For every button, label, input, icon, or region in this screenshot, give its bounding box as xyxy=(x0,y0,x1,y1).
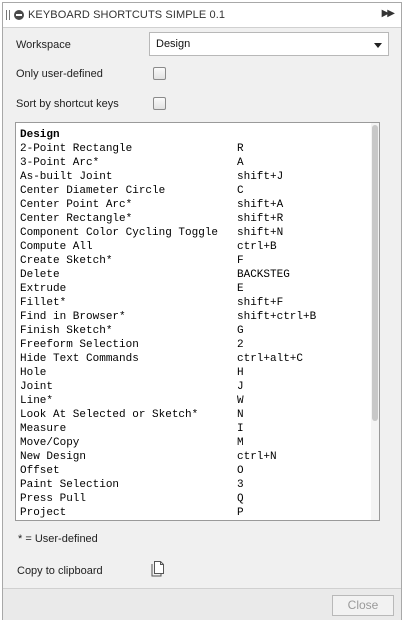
shortcut-key: ctrl+N xyxy=(237,451,277,463)
shortcut-key: M xyxy=(237,437,244,449)
chevron-down-icon xyxy=(374,43,382,48)
shortcut-key: shift+J xyxy=(237,171,284,183)
shortcut-row[interactable] xyxy=(20,310,370,324)
shortcut-row[interactable] xyxy=(20,352,370,366)
sort-by-shortcut-label: Sort by shortcut keys xyxy=(16,98,119,110)
user-defined-footnote: * = User-defined xyxy=(18,533,98,545)
list-scroll-thumb[interactable] xyxy=(372,125,378,421)
shortcut-row[interactable] xyxy=(20,198,370,212)
only-user-defined-label: Only user-defined xyxy=(16,68,103,80)
shortcut-row[interactable] xyxy=(20,254,370,268)
shortcut-row[interactable] xyxy=(20,436,370,450)
shortcut-row[interactable] xyxy=(20,226,370,240)
sort-by-shortcut-checkbox[interactable] xyxy=(153,97,166,110)
shortcut-row[interactable] xyxy=(20,296,370,310)
shortcut-command-name: Center Point Arc* xyxy=(20,199,133,211)
copy-icon[interactable] xyxy=(151,561,165,577)
shortcut-row[interactable] xyxy=(20,506,370,520)
list-scrollbar[interactable] xyxy=(371,123,379,520)
shortcut-row[interactable] xyxy=(20,240,370,254)
shortcut-row[interactable] xyxy=(20,380,370,394)
shortcut-key: A xyxy=(237,157,244,169)
shortcut-command-name: Move/Copy xyxy=(20,437,80,449)
shortcut-command-name: Hole xyxy=(20,367,47,379)
shortcut-list-content xyxy=(20,128,370,520)
shortcut-row[interactable] xyxy=(20,170,370,184)
shortcut-row[interactable] xyxy=(20,478,370,492)
shortcut-key: G xyxy=(237,325,244,337)
shortcut-command-name: Joint xyxy=(20,381,54,393)
shortcut-row[interactable] xyxy=(20,394,370,408)
dialog-title: KEYBOARD SHORTCUTS SIMPLE 0.1 xyxy=(28,9,226,21)
expand-icon[interactable]: ▶▶ xyxy=(381,8,393,19)
shortcut-key: shift+R xyxy=(237,213,284,225)
shortcut-command-name: Offset xyxy=(20,465,60,477)
shortcut-command-name: Line* xyxy=(20,395,54,407)
shortcut-command-name: Create Sketch* xyxy=(20,255,113,267)
shortcut-command-name: Fillet* xyxy=(20,297,67,309)
shortcut-command-name: Press Pull xyxy=(20,493,87,505)
shortcut-command-name: Compute All xyxy=(20,241,93,253)
shortcut-key: BACKSTEG xyxy=(237,269,290,281)
shortcut-command-name: 2-Point Rectangle xyxy=(20,143,133,155)
shortcut-key: shift+N xyxy=(237,227,284,239)
shortcut-command-name: Extrude xyxy=(20,283,67,295)
shortcut-command-name: 3-Point Arc* xyxy=(20,157,100,169)
shortcut-key: O xyxy=(237,465,244,477)
shortcut-row[interactable] xyxy=(20,324,370,338)
shortcut-key: F xyxy=(237,255,244,267)
shortcut-list[interactable] xyxy=(15,122,380,521)
shortcut-command-name: Center Rectangle* xyxy=(20,213,133,225)
shortcut-key: Q xyxy=(237,493,244,505)
shortcut-key: 3 xyxy=(237,479,244,491)
shortcut-list-header: Design xyxy=(20,129,60,141)
shortcut-command-name: Hide Text Commands xyxy=(20,353,139,365)
shortcut-key: shift+A xyxy=(237,199,284,211)
shortcut-key: I xyxy=(237,423,244,435)
shortcut-key: 2 xyxy=(237,339,244,351)
shortcut-command-name: Measure xyxy=(20,423,67,435)
shortcut-key: ctrl+B xyxy=(237,241,277,253)
shortcut-row[interactable] xyxy=(20,408,370,422)
close-button[interactable]: Close xyxy=(332,595,394,616)
workspace-select[interactable] xyxy=(149,32,389,56)
shortcut-row[interactable] xyxy=(20,366,370,380)
shortcut-command-name: Center Diameter Circle xyxy=(20,185,166,197)
only-user-defined-checkbox[interactable] xyxy=(153,67,166,80)
shortcut-key: R xyxy=(237,143,244,155)
shortcut-row[interactable] xyxy=(20,492,370,506)
shortcut-key: N xyxy=(237,409,244,421)
collapse-icon[interactable] xyxy=(14,10,24,20)
workspace-select-value: Design xyxy=(156,38,191,50)
shortcut-command-name: Look At Selected or Sketch* xyxy=(20,409,199,421)
shortcut-command-name: Freeform Selection xyxy=(20,339,139,351)
title-bar[interactable] xyxy=(3,3,401,28)
shortcut-row[interactable] xyxy=(20,338,370,352)
shortcut-key: P xyxy=(237,507,244,519)
shortcut-key: C xyxy=(237,185,244,197)
shortcut-command-name: Finish Sketch* xyxy=(20,325,113,337)
shortcut-command-name: Component Color Cycling Toggle xyxy=(20,227,219,239)
shortcut-row[interactable] xyxy=(20,422,370,436)
shortcut-command-name: Paint Selection xyxy=(20,479,120,491)
shortcut-row[interactable] xyxy=(20,450,370,464)
shortcut-key: W xyxy=(237,395,244,407)
shortcut-row[interactable] xyxy=(20,282,370,296)
shortcut-command-name: Find in Browser* xyxy=(20,311,126,323)
shortcut-row[interactable] xyxy=(20,212,370,226)
copy-to-clipboard-label: Copy to clipboard xyxy=(17,565,103,577)
shortcut-row[interactable] xyxy=(20,268,370,282)
shortcut-key: H xyxy=(237,367,244,379)
shortcut-row[interactable] xyxy=(20,142,370,156)
shortcut-row[interactable] xyxy=(20,184,370,198)
shortcut-key: E xyxy=(237,283,244,295)
shortcut-command-name: Delete xyxy=(20,269,60,281)
shortcut-command-name: Project xyxy=(20,507,67,519)
shortcut-row[interactable] xyxy=(20,156,370,170)
drag-grip-icon[interactable] xyxy=(6,10,10,20)
workspace-label: Workspace xyxy=(16,39,71,51)
shortcut-command-name: As-built Joint xyxy=(20,171,113,183)
shortcuts-dialog xyxy=(2,2,402,620)
shortcut-row[interactable] xyxy=(20,464,370,478)
shortcut-key: shift+F xyxy=(237,297,284,309)
shortcut-key: shift+ctrl+B xyxy=(237,311,317,323)
shortcut-key: ctrl+alt+C xyxy=(237,353,304,365)
shortcut-key: J xyxy=(237,381,244,393)
shortcut-command-name: New Design xyxy=(20,451,87,463)
